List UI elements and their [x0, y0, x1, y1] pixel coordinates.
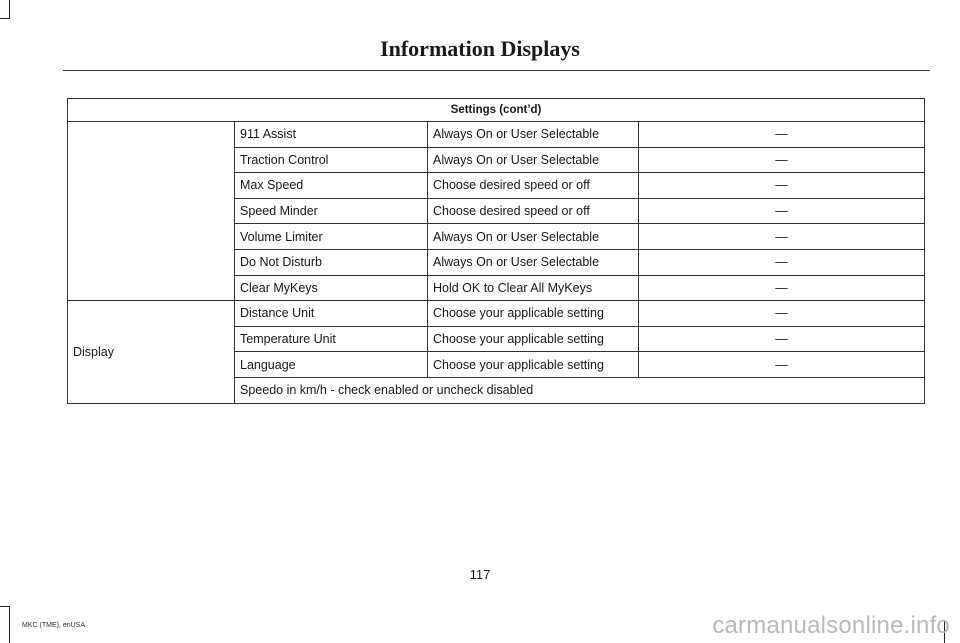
- crop-mark-bottom-left-h: [0, 606, 10, 607]
- crop-mark-top-left: [9, 0, 10, 18]
- detail-cell: —: [639, 352, 925, 378]
- setting-cell: Max Speed: [235, 173, 428, 199]
- setting-cell: Temperature Unit: [235, 326, 428, 352]
- title-rule: [63, 70, 930, 71]
- setting-cell: Language: [235, 352, 428, 378]
- watermark-text: carmanualsonline.info: [712, 612, 950, 639]
- option-cell: Choose desired speed or off: [428, 198, 639, 224]
- category-cell-blank: [68, 122, 235, 301]
- setting-cell: 911 Assist: [235, 122, 428, 148]
- option-cell: Choose your applicable setting: [428, 301, 639, 327]
- table-header-row: [68, 99, 925, 122]
- setting-cell: Speed Minder: [235, 198, 428, 224]
- footer-code: MKC (TME), enUSA: [22, 622, 86, 629]
- setting-cell: Clear MyKeys: [235, 275, 428, 301]
- settings-table: [67, 98, 925, 404]
- detail-cell: —: [639, 147, 925, 173]
- page-title: Information Displays: [380, 36, 580, 61]
- setting-cell: Traction Control: [235, 147, 428, 173]
- crop-mark-top-left-h: [0, 18, 10, 19]
- crop-mark-bottom-left: [9, 606, 10, 643]
- detail-cell: —: [639, 122, 925, 148]
- table-row: [68, 301, 925, 327]
- option-cell: Always On or User Selectable: [428, 122, 639, 148]
- detail-cell: —: [639, 249, 925, 275]
- option-cell: Choose your applicable setting: [428, 326, 639, 352]
- category-cell-display: Display: [68, 301, 235, 403]
- table-caption: Settings (cont’d): [68, 99, 925, 122]
- table-row: [68, 122, 925, 148]
- setting-cell: Distance Unit: [235, 301, 428, 327]
- option-cell: Always On or User Selectable: [428, 249, 639, 275]
- option-cell: Choose desired speed or off: [428, 173, 639, 199]
- page-number: 117: [469, 567, 491, 582]
- detail-cell: —: [639, 224, 925, 250]
- detail-cell: —: [639, 275, 925, 301]
- option-cell: Always On or User Selectable: [428, 147, 639, 173]
- option-cell: Choose your applicable setting: [428, 352, 639, 378]
- detail-cell: —: [639, 301, 925, 327]
- option-cell: Always On or User Selectable: [428, 224, 639, 250]
- option-cell: Hold OK to Clear All MyKeys: [428, 275, 639, 301]
- setting-cell: Do Not Disturb: [235, 249, 428, 275]
- detail-cell: —: [639, 198, 925, 224]
- speedo-cell: Speedo in km/h - check enabled or uncheck disabled: [235, 377, 925, 403]
- detail-cell: —: [639, 326, 925, 352]
- detail-cell: —: [639, 173, 925, 199]
- setting-cell: Volume Limiter: [235, 224, 428, 250]
